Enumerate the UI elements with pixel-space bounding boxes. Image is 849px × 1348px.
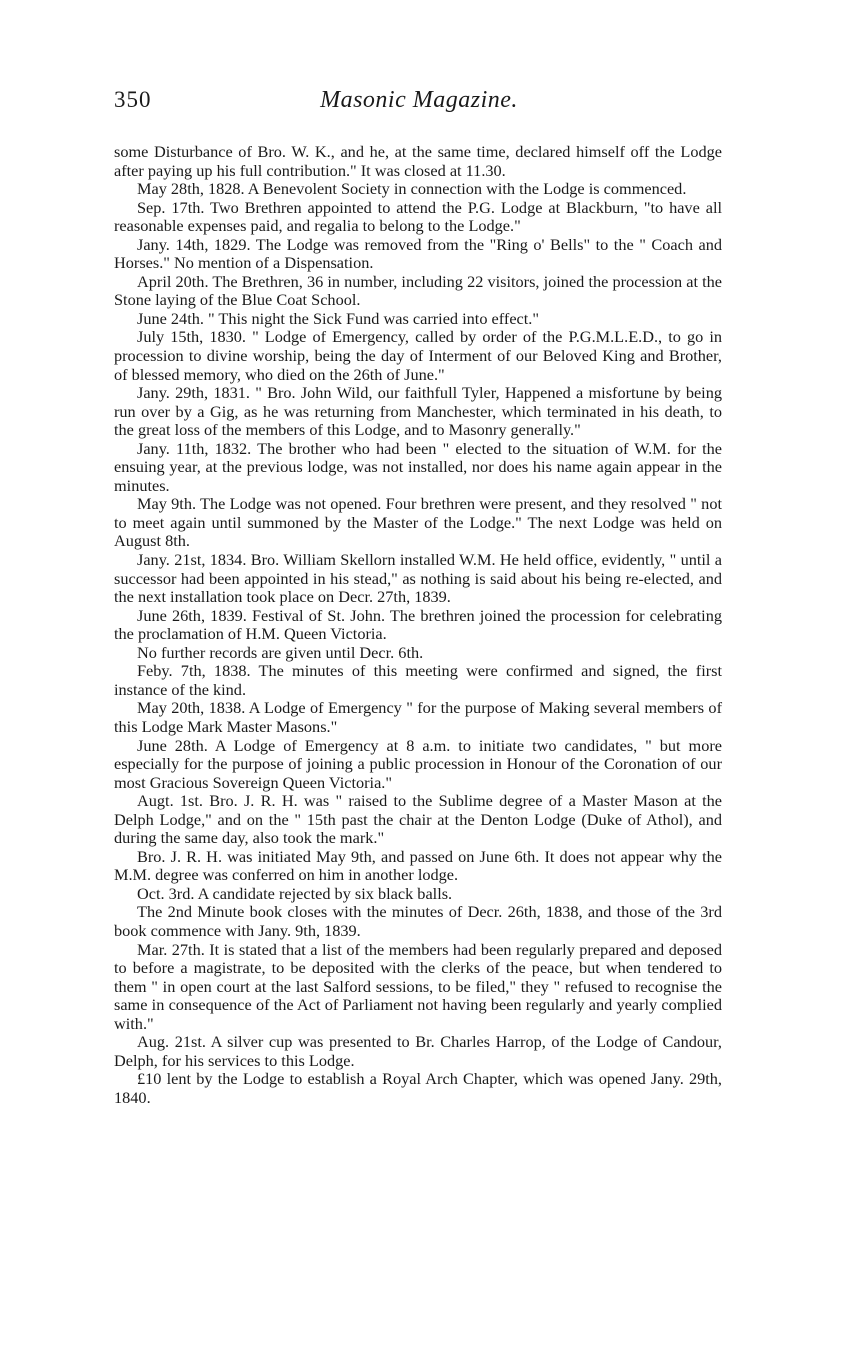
paragraph-festival-st-john: June 26th, 1839. Festival of St. John. The brethren joined the procession for celebrating the proclamation of H.M. Queen Victoria. <box>114 605 722 644</box>
paragraph-mark-master-masons: May 20th, 1838. A Lodge of Emergency " for the purpose of Making several members of this Lodge Mark Master Masons." <box>114 698 722 736</box>
paragraph-lodge-of-emergency-1830: July 15th, 1830. " Lodge of Emergency, called by order of the P.G.M.L.E.D., to go in procession to divine worship, being the day of Interment of our Beloved King and Brother, of blessed memory, who died on the 26th of June." <box>114 327 722 384</box>
paragraph-tyler-accident: Jany. 29th, 1831. " Bro. John Wild, our faithfull Tyler, Happened a misfortune by being run over by a Gig, as he was returning from Manchester, which terminated in his death, to the great loss of the members of this Lodge, and to Masonry generally." <box>114 383 722 440</box>
paragraph-wm-not-installed: Jany. 11th, 1832. The brother who had been " elected to the situation of W.M. for the ensuing year, at the previous lodge, was not installed, nor does his name again appear in the minutes. <box>114 438 722 495</box>
paragraph-initiated-may: Bro. J. R. H. was initiated May 9th, and passed on June 6th. It does not appear why the M.M. degree was conferred on him in another lodge. <box>114 846 722 885</box>
running-title: Masonic Magazine. <box>320 87 518 113</box>
paragraph-lodge-removed: Jany. 14th, 1829. The Lodge was removed from the "Ring o' Bells" to the " Coach and Horses." No mention of a Dispensation. <box>114 234 722 273</box>
paragraph-silver-cup: Aug. 21st. A silver cup was presented to Br. Charles Harrop, of the Lodge of Candour, Delph, for his services to this Lodge. <box>114 1032 722 1070</box>
paragraph-continued: some Disturbance of Bro. W. K., and he, at the same time, declared himself off the Lodge after paying up his full contribution." It was closed at 11.30. <box>114 142 722 180</box>
paragraph-coronation-procession: June 28th. A Lodge of Emergency at 8 a.m. to initiate two candidates, " but more especially for the purpose of joining a public procession in Honour of the Coronation of our most Gracious Sovereign Queen Victoria." <box>114 735 722 792</box>
paragraph-pg-lodge-blackburn: Sep. 17th. Two Brethren appointed to attend the P.G. Lodge at Blackburn, "to have all reasonable expenses paid, and regalia to belong to the Lodge." <box>114 197 722 236</box>
paragraph-no-further-records: No further records are given until Decr. 6th. <box>137 642 424 662</box>
paragraph-benevolent-society: May 28th, 1828. A Benevolent Society in connection with the Lodge is commenced. <box>137 179 687 199</box>
paragraph-sick-fund: June 24th. " This night the Sick Fund was carried into effect." <box>137 308 540 328</box>
paragraph-delph-lodge: Augt. 1st. Bro. J. R. H. was " raised to the Sublime degree of a Master Mason at the Delph Lodge," and on the " 15th past the chair at the Denton Lodge (Duke of Athol), and during the same day, also took the mark." <box>114 791 722 848</box>
article-body <box>114 143 722 1107</box>
paragraph-salford-sessions: Mar. 27th. It is stated that a list of the members had been regularly prepared and deposed to before a magistrate, to be deposited with the clerks of the peace, but when tendered to them " in open court at the last Salford sessions, to be filed," they " refused to recognise the same in consequence of the Act of Parliament not having been regularly and yearly complied with." <box>114 939 722 1033</box>
page-header <box>114 87 724 117</box>
paragraph-minute-book: The 2nd Minute book closes with the minutes of Decr. 26th, 1838, and those of the 3rd book commence with Jany. 9th, 1839. <box>114 902 722 940</box>
page-number: 350 <box>114 87 152 112</box>
paragraph-candidate-rejected: Oct. 3rd. A candidate rejected by six black balls. <box>137 883 453 903</box>
paragraph-royal-arch-chapter: £10 lent by the Lodge to establish a Royal Arch Chapter, which was opened Jany. 29th, 1840. <box>114 1069 722 1107</box>
paragraph-lodge-not-opened: May 9th. The Lodge was not opened. Four brethren were present, and they resolved " not to meet again until summoned by the Master of the Lodge." The next Lodge was held on August 8th. <box>114 494 722 551</box>
paragraph-skellorn-installed: Jany. 21st, 1834. Bro. William Skellorn installed W.M. He held office, evidently, " until a successor had been appointed in his stead," as nothing is said about his being re-elected, and the next installation took place on Decr. 27th, 1839. <box>114 550 722 607</box>
paragraph-blue-coat-school: April 20th. The Brethren, 36 in number, including 22 visitors, joined the procession at the Stone laying of the Blue Coat School. <box>114 271 722 310</box>
paragraph-minutes-confirmed: Feby. 7th, 1838. The minutes of this meeting were confirmed and signed, the first instance of the kind. <box>114 661 722 699</box>
